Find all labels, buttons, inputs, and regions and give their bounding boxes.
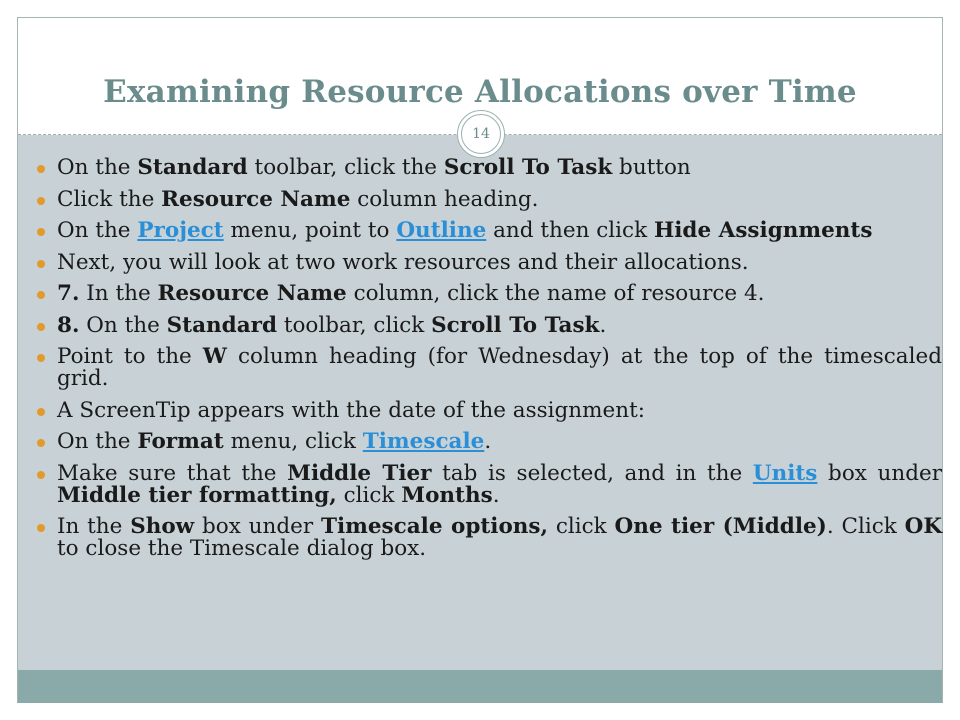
text-run: On the xyxy=(79,312,167,338)
text-run: box under xyxy=(194,514,321,539)
bullet-item xyxy=(18,220,942,242)
text-run: Make sure that the xyxy=(57,460,288,486)
bold-text: Format xyxy=(137,429,224,454)
bold-text: 7. xyxy=(57,281,80,306)
bullet-item xyxy=(18,431,942,453)
bold-text: Middle tier formatting, xyxy=(57,482,337,508)
text-run: Point to the xyxy=(57,344,203,369)
text-run: Next, you will look at two work resources and their allocations. xyxy=(57,249,749,275)
text-run: box under xyxy=(817,460,942,486)
slide-title: Examining Resource Allocations over Time xyxy=(103,74,857,110)
text-run: On the xyxy=(57,218,138,243)
slide-number: 14 xyxy=(461,114,501,154)
bold-text: Show xyxy=(130,514,195,539)
text-run: tab is selected, and in the xyxy=(431,460,753,486)
bold-text: OK xyxy=(904,514,943,539)
text-run: toolbar, click the xyxy=(247,155,444,180)
text-run: On the xyxy=(57,155,138,180)
slide-number-badge xyxy=(457,110,505,158)
bold-text: 8. xyxy=(57,312,80,338)
text-run: A ScreenTip appears with the date of the assignment: xyxy=(57,397,645,423)
text-run: button xyxy=(612,155,691,180)
bullet-item xyxy=(18,186,942,212)
bold-text: Hide Assignments xyxy=(653,218,873,243)
text-run: toolbar, click xyxy=(277,312,432,338)
bullet-item xyxy=(18,249,942,275)
text-run: . xyxy=(492,482,500,508)
bullet-list xyxy=(18,157,942,570)
text-run: . xyxy=(599,312,607,338)
bold-text: Resource Name xyxy=(157,281,347,306)
bold-text: Scroll To Task xyxy=(443,155,613,180)
text-run: In the xyxy=(57,514,131,539)
bullet-item xyxy=(18,157,942,179)
bullet-item xyxy=(18,346,942,390)
bold-text: Scroll To Task xyxy=(431,312,600,338)
bullet-item xyxy=(18,516,942,560)
text-run: click xyxy=(548,514,615,539)
text-run: column heading (for Wednesday) at the top of the timescaled grid. xyxy=(57,344,942,391)
bullet-item xyxy=(18,460,942,508)
text-run: On the xyxy=(57,429,138,454)
bullet-item xyxy=(18,283,942,305)
text-run: column heading. xyxy=(350,186,539,212)
bullet-item xyxy=(18,312,942,338)
bold-text: Resource Name xyxy=(161,186,351,212)
bold-text: Standard xyxy=(137,155,248,180)
text-run: Click the xyxy=(57,186,162,212)
text-run: In the xyxy=(79,281,158,306)
text-run: to close the Timescale dialog box. xyxy=(57,536,427,561)
text-run: column, click the name of resource 4. xyxy=(346,281,765,306)
hyperlink[interactable]: Units xyxy=(752,460,818,486)
hyperlink[interactable]: Timescale xyxy=(362,429,485,454)
text-run: menu, click xyxy=(223,429,363,454)
text-run: click xyxy=(336,482,402,508)
text-run: and then click xyxy=(486,218,654,243)
bold-text: Timescale options, xyxy=(320,514,549,539)
text-run: . xyxy=(484,429,492,454)
bullet-item xyxy=(18,397,942,423)
hyperlink[interactable]: Project xyxy=(137,218,224,243)
bold-text: Standard xyxy=(166,312,277,338)
bold-text: Months xyxy=(401,482,493,508)
bold-text: One tier (Middle) xyxy=(614,514,827,539)
bold-text: Middle Tier xyxy=(287,460,432,486)
hyperlink[interactable]: Outline xyxy=(396,218,487,243)
bold-text: W xyxy=(202,344,227,369)
text-run: menu, point to xyxy=(223,218,397,243)
footer-band xyxy=(18,670,942,703)
text-run: . Click xyxy=(826,514,905,539)
